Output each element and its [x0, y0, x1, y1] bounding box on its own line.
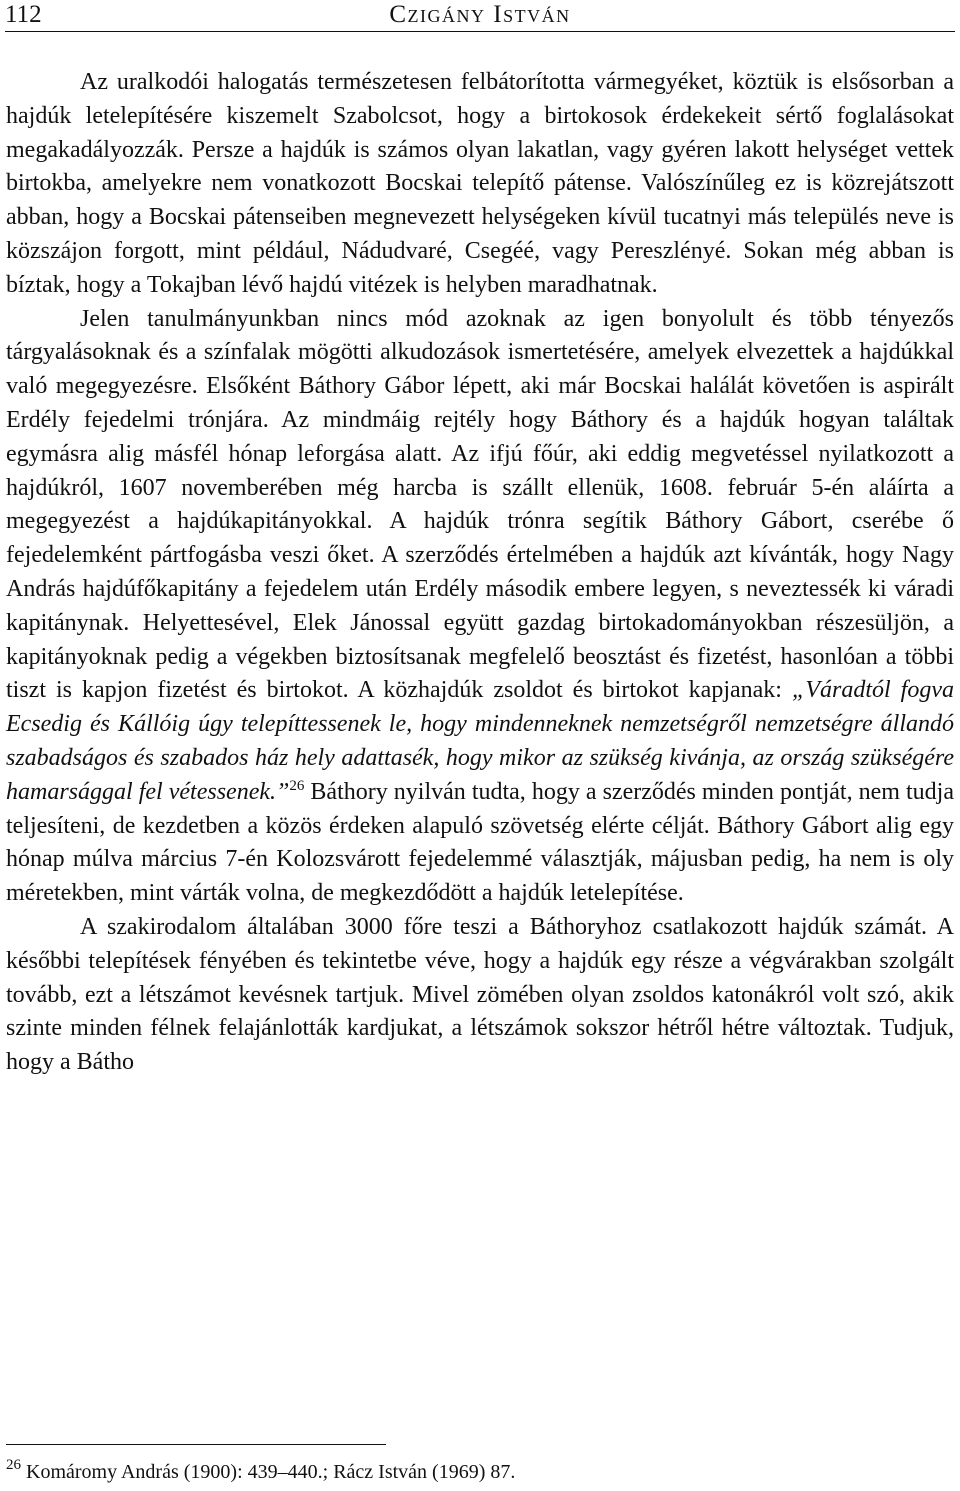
footnote-number: 26 — [6, 1457, 21, 1473]
quoted-treaty-text: „Váradtól fogva Ecsedig és Kállóig úgy telepíttessenek le, hogy mindenneknek nemzetségről nemzetségre állandó szabadságos és szabados ház hely adattasék, hogy mikor az szükség kivánja, az ország szükségére hamarsággal fel vétessenek.” — [6, 677, 954, 805]
page-header — [5, 0, 955, 33]
running-head: Czigány István — [389, 1, 571, 28]
paragraph-2-text-before-quote: Jelen tanulmányunkban nincs mód azoknak az igen bonyolult és több tényezős tárgyalásoknak és a színfalak mögötti alkudozások ismertetésére, amelyek elvezettek a hajdúkkal való megegyezésre. Elsőként Báthory Gábor lépett, aki már Bocskai halálát követően is aspirált Erdély fejedelmi trónjára. Az mindmáig rejtély hogy Báthory és a hajdúk hogyan találtak egymásra alig másfél hónap leforgása alatt. Az ifjú főúr, aki eddig megvetéssel nyilatkozott a hajdúkról, 1607 novemberében még harcba is szállt ellenük, 1608. február 5-én aláírta a megegyezést a hajdúkapitányokkal. A hajdúk trónra segítik Báthory Gábort, cserébe ő fejedelemként pártfogásba veszi őket. A szerződés értelmében a hajdúk azt kívánták, hogy Nagy András hajdúfőkapitány a fejedelem után Erdély második embere legyen, s neveztessék ki váradi kapitánynak. Helyettesével, Elek Jánossal együtt gazdag birtokadományokban részesüljön, a kapitányoknak pedig a végekben biztosítsanak megfelelő beosztást és fizetést, hasonlóan a többi tiszt is kapjon fizetést és birtokot. A közhajdúk zsoldot és birtokot kapjanak: — [6, 305, 954, 704]
footnote — [6, 1457, 516, 1484]
paragraph-2-text-after-quote: Báthory nyilván tudta, hogy a szerződés minden pontját, nem tudja teljesíteni, de kezdetben a közös érdeken alapuló szövetség elérte célját. Báthory Gábort alig egy hónap múlva március 7-én Kolozsvárott fejedelemmé választják, májusban pedig, ha nem is oly méretekben, mint várták volna, de megkezdődött a hajdúk letelepítése. — [6, 778, 955, 907]
header-rule — [5, 31, 955, 32]
body-text — [6, 66, 954, 1080]
footnote-rule — [6, 1444, 386, 1445]
paragraph-2 — [6, 303, 954, 911]
footnote-reference[interactable]: 26 — [289, 777, 305, 794]
paragraph-1: Az uralkodói halogatás természetesen felbátorította vármegyéket, köztük is elsősorban a hajdúk letelepítésére kiszemelt Szabolcsot, hogy a birtokosok érdekekeit sértő foglalásokat megakadályozzák. Persze a hajdúk is számos olyan lakatlan, vagy gyéren lakott helységet vettek birtokba, amelyekre nem vonatkozott Bocskai telepítő pátense. Valószínűleg ez is közrejátszott abban, hogy a Bocskai pátenseiben megnevezett helységeken kívül tucatnyi más település neve is közszájon forgott, mint például, Nádudvaré, Csegéé, vagy Pereszlényé. Sokan még abban is bíztak, hogy a Tokajban lévő hajdú vitézek is helyben maradhatnak. — [6, 69, 954, 298]
paragraph-3: A szakirodalom általában 3000 főre teszi a Báthoryhoz csatlakozott hajdúk számát. A későbbi telepítések fényében és tekintetbe véve, hogy a hajdúk egy része a végvárakban szolgált tovább, ezt a létszámot kevésnek tartjuk. Mivel zömében olyan zsoldos katonákról volt szó, akik szinte minden félnek felajánlották kardjukat, a létszámok sokszor hétről hétre változtak. Tudjuk, hogy a Bátho — [6, 913, 954, 1076]
footnote-text: Komáromy András (1900): 439–440.; Rácz István (1969) 87. — [21, 1461, 516, 1483]
page-number: 112 — [5, 1, 42, 28]
